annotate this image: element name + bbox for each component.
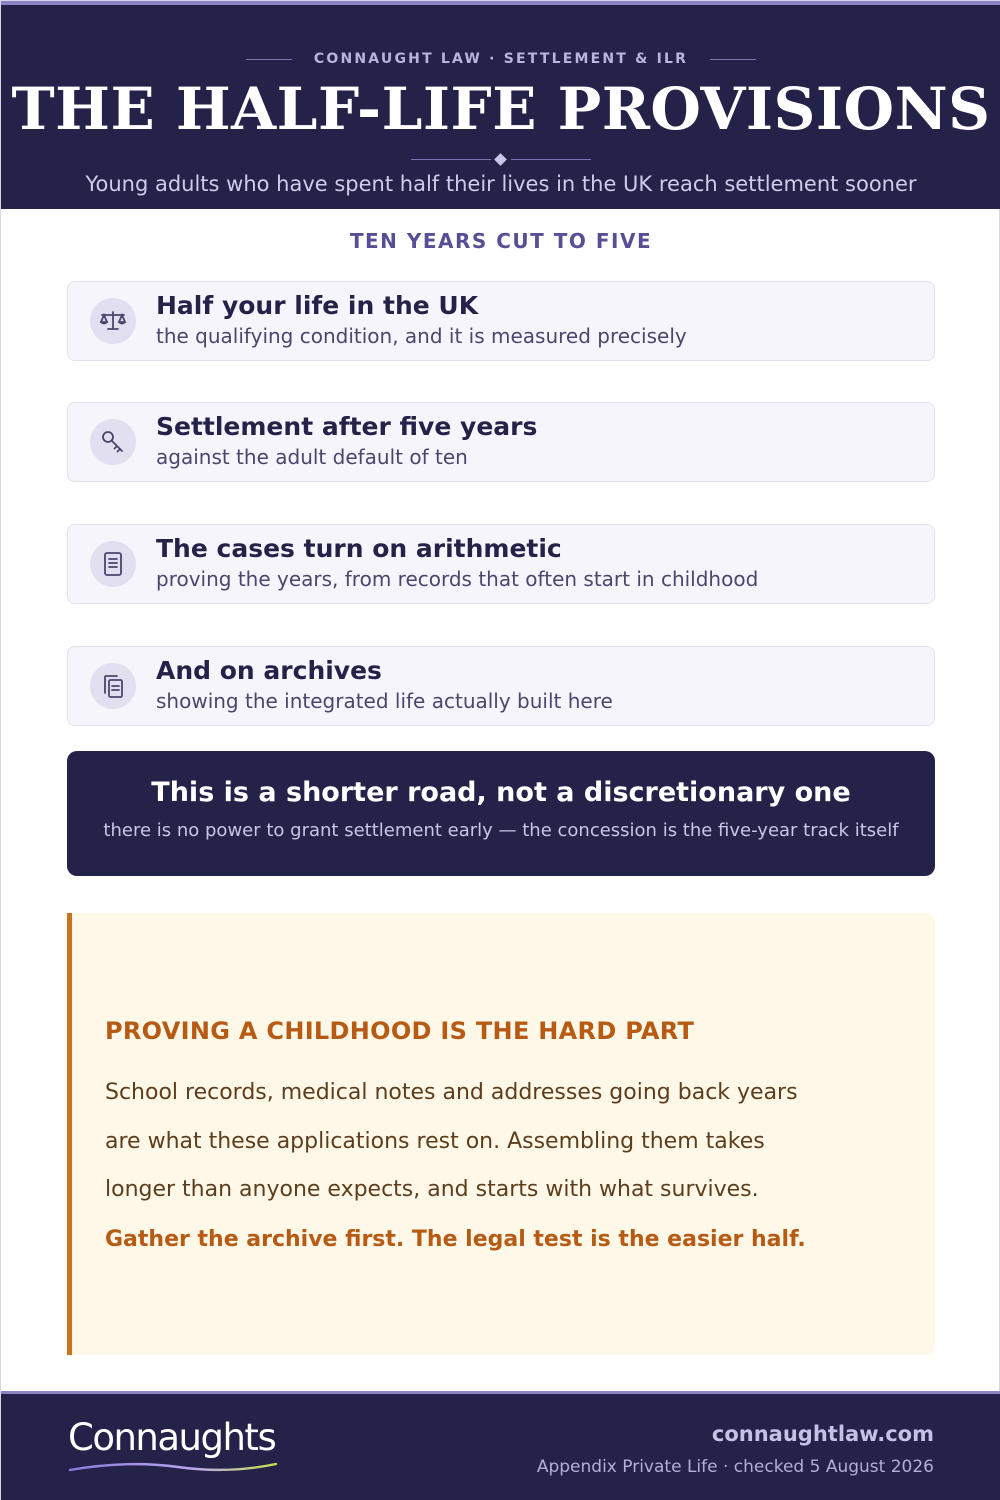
key-callout: [67, 751, 935, 876]
card-description: showing the integrated life actually built here: [156, 689, 613, 713]
card-title: Settlement after five years: [156, 412, 538, 441]
callout-description: there is no power to grant settlement early — the concession is the five-year track itself: [103, 820, 899, 841]
note-body: School records, medical notes and addresses going back years are what these applications rest on. Assembling them takes longer than anyone expects, and starts with what survives.: [105, 1080, 798, 1202]
card-description: against the adult default of ten: [156, 445, 468, 469]
kicker-divider-right: [710, 59, 756, 60]
document-icon: [90, 541, 136, 587]
card-half-life: [67, 281, 935, 361]
footer-url[interactable]: connaughtlaw.com: [711, 1422, 934, 1446]
card-title: And on archives: [156, 656, 382, 685]
title-ornament: [411, 153, 591, 167]
kicker: CONNAUGHT LAW · SETTLEMENT & ILR: [313, 51, 689, 67]
brand-name: Connaughts: [68, 1416, 276, 1459]
page-subtitle: Young adults who have spent half their lives in the UK reach settlement sooner: [85, 172, 917, 196]
callout-title: This is a shorter road, not a discretionary one: [151, 777, 851, 808]
advice-note: [67, 913, 935, 1355]
card-title: The cases turn on arithmetic: [156, 534, 562, 563]
note-emphasis: Gather the archive first. The legal test is the easier half.: [105, 1227, 806, 1252]
files-icon: [90, 663, 136, 709]
page-title: THE HALF-LIFE PROVISIONS: [11, 75, 991, 143]
section-label: TEN YEARS CUT TO FIVE: [349, 229, 653, 253]
card-title: Half your life in the UK: [156, 291, 479, 320]
brand-logo: [68, 1416, 275, 1459]
card-archives: [67, 646, 935, 726]
footer-meta: Appendix Private Life · checked 5 August 2026: [536, 1457, 934, 1477]
scales-icon: [90, 298, 136, 344]
note-heading: PROVING A CHILDHOOD IS THE HARD PART: [105, 1017, 695, 1045]
card-five-years: [67, 402, 935, 482]
card-description: proving the years, from records that often start in childhood: [156, 567, 759, 591]
kicker-divider-left: [246, 59, 292, 60]
card-description: the qualifying condition, and it is measured precisely: [156, 324, 687, 348]
footer: [1, 1391, 1000, 1500]
kicker-row: [1, 51, 1000, 67]
card-arithmetic: [67, 524, 935, 604]
swoosh-icon: [68, 1460, 278, 1474]
header-banner: [1, 1, 1000, 209]
key-icon: [90, 419, 136, 465]
